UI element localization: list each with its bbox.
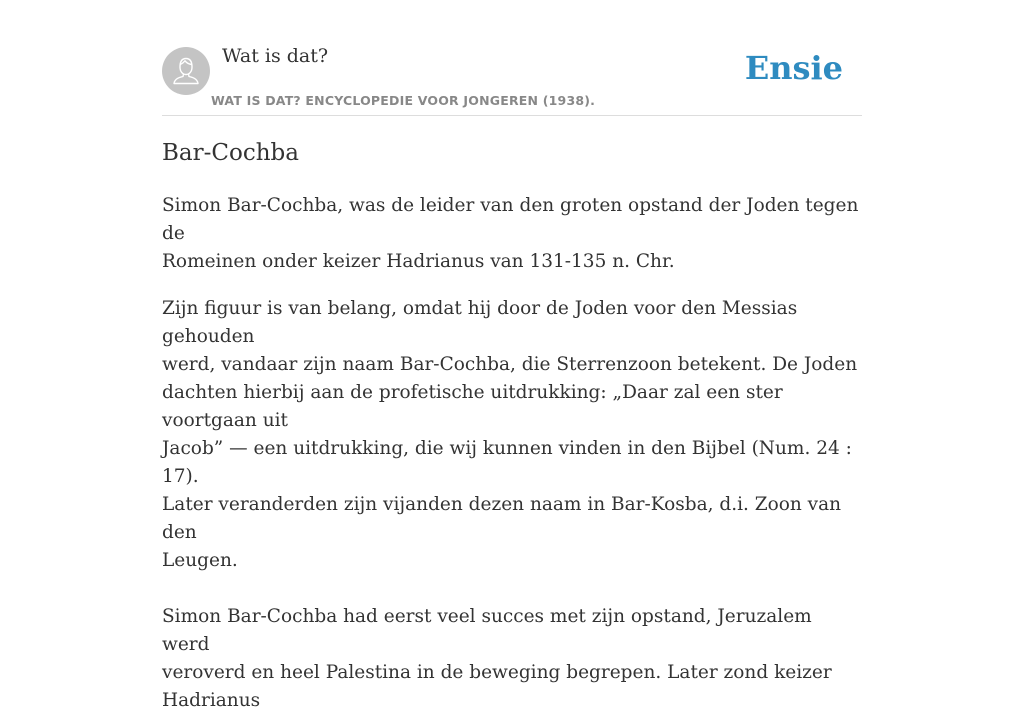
ensie-logo[interactable]: Ensie <box>744 49 843 87</box>
article-body <box>162 192 862 715</box>
page-container <box>162 0 862 711</box>
source-title-link[interactable]: Wat is dat? <box>222 45 329 67</box>
article-paragraph: Zijn figuur is van belang, omdat hij door de Joden voor den Messias gehouden werd, vandaar zijn naam Bar-Cochba, die Sterrenzoon betekent. De Joden dachten hierbij aan de profetische uitdrukking: „Daar zal een ster voortgaan uit Jacob” — een uitdrukking, die wij kunnen vinden in den Bijbel (Num. 24 : 17). Later veranderden zijn vijanden dezen naam in Bar-Kosba, d.i. Zoon van den Leugen. <box>162 298 858 571</box>
user-silhouette-icon[interactable] <box>162 47 210 95</box>
source-header <box>162 0 862 116</box>
article-title: Bar-Cochba <box>162 140 299 166</box>
article-paragraph: Simon Bar-Cochba, was de leider van den groten opstand der Joden tegen de Romeinen onder keizer Hadrianus van 131-135 n. Chr. <box>162 195 859 272</box>
source-subtitle: WAT IS DAT? ENCYCLOPEDIE VOOR JONGEREN (1938). <box>211 93 596 108</box>
article-paragraph: Simon Bar-Cochba had eerst veel succes met zijn opstand, Jeruzalem werd veroverd en heel Palestina in de beweging begrepen. Later zond keizer Hadrianus <box>162 606 832 711</box>
